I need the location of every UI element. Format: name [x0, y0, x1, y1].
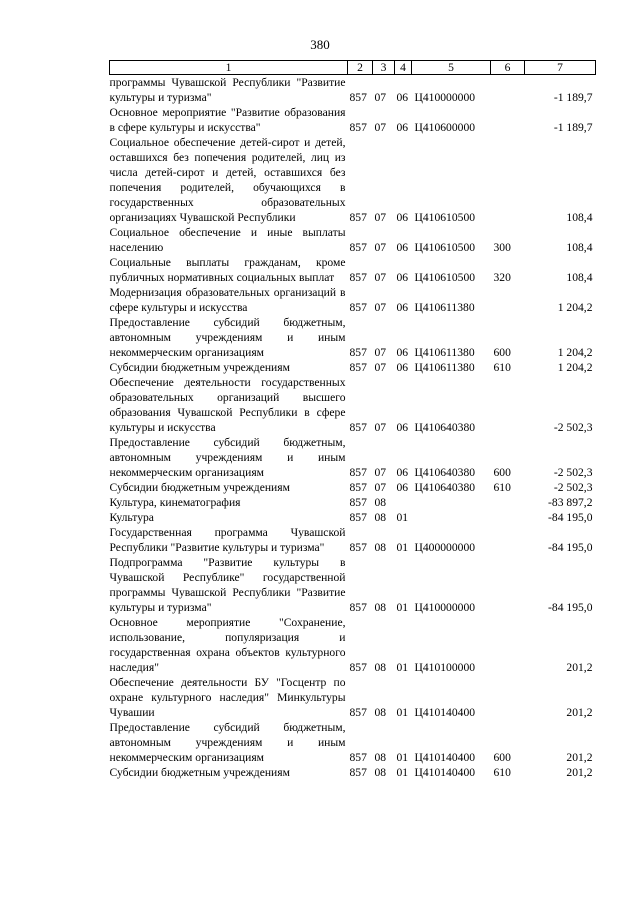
cell-code-section: 08	[374, 751, 387, 764]
cell-item-name: Субсидии бюджетным учреждениям	[109, 481, 290, 494]
column-header-3: 3	[373, 61, 395, 75]
cell-item-name: Культура	[109, 511, 154, 524]
cell-code-target: Ц410140400	[414, 706, 476, 719]
cell-code-subsection: 06	[396, 481, 409, 494]
cell-code-ministry: 857	[349, 421, 367, 434]
cell-code-subsection: 06	[396, 466, 409, 479]
cell-item-name: Социальное обеспечение детей-сирот и детей, оставшихся без попечения родителей, лиц из числа детей-сирот и детей, оставшихся без попечения родителей, обучающихся в государственных образовательных организациях Чувашской Республики	[109, 136, 346, 224]
cell-code-section: 08	[374, 541, 387, 554]
cell-code-subsection: 01	[396, 706, 409, 719]
cell-code-ministry: 857	[349, 361, 367, 374]
cell-code-ministry: 857	[349, 601, 367, 614]
table-row	[110, 435, 596, 480]
table-row	[110, 135, 596, 225]
table-row	[110, 375, 596, 435]
cell-code-target: Ц410611380	[414, 346, 475, 359]
cell-amount: 201,2	[566, 766, 593, 779]
cell-code-section: 08	[374, 601, 387, 614]
cell-code-subsection: 06	[396, 301, 409, 314]
cell-item-name: Субсидии бюджетным учреждениям	[109, 361, 290, 374]
cell-code-ministry: 857	[349, 121, 367, 134]
cell-code-ministry: 857	[349, 661, 367, 674]
column-header-row	[110, 61, 596, 75]
cell-code-section: 07	[374, 271, 387, 284]
cell-code-subsection: 01	[396, 766, 409, 779]
cell-amount: -84 195,0	[548, 541, 593, 554]
cell-code-subsection	[395, 495, 412, 510]
table-body	[110, 75, 596, 781]
cell-code-target: Ц410640380	[414, 421, 476, 434]
cell-code-section: 07	[374, 481, 387, 494]
cell-amount: 1 204,2	[557, 301, 593, 314]
cell-code-subsection: 06	[396, 91, 409, 104]
cell-code-section: 07	[374, 421, 387, 434]
cell-code-section: 07	[374, 91, 387, 104]
cell-code-target: Ц410611380	[414, 361, 475, 374]
cell-code-subsection: 06	[396, 421, 409, 434]
cell-amount: 108,4	[566, 271, 593, 284]
cell-item-name: Обеспечение деятельности БУ "Госцентр по охране культурного наследия" Минкультуры Чувашии	[109, 676, 346, 719]
cell-amount: -1 189,7	[553, 121, 593, 134]
cell-item-name: Подпрограмма "Развитие культуры в Чувашской Республике" государственной программы Чувашской Республики "Развитие культуры и туризма"	[109, 556, 346, 614]
cell-code-ministry: 857	[349, 511, 367, 524]
cell-code-target: Ц410000000	[414, 91, 476, 104]
cell-code-target: Ц410140400	[414, 766, 476, 779]
cell-code-subsection: 01	[396, 661, 409, 674]
cell-code-section: 07	[374, 241, 387, 254]
cell-code-target: Ц410140400	[414, 751, 476, 764]
cell-code-section: 07	[374, 361, 387, 374]
table-row	[110, 315, 596, 360]
cell-code-subsection: 06	[396, 211, 409, 224]
page-number: 380	[310, 37, 330, 52]
cell-code-target: Ц400000000	[414, 541, 476, 554]
cell-amount: -83 897,2	[548, 496, 593, 509]
cell-code-expense-type	[491, 675, 525, 720]
cell-amount: -2 502,3	[553, 481, 593, 494]
cell-code-section: 07	[374, 211, 387, 224]
cell-item-name: Социальные выплаты гражданам, кроме публичных нормативных социальных выплат	[109, 256, 346, 284]
cell-code-section: 08	[374, 706, 387, 719]
cell-item-name: Государственная программа Чувашской Республики "Развитие культуры и туризма"	[109, 526, 346, 554]
cell-amount: 201,2	[566, 706, 593, 719]
cell-code-expense-type	[491, 510, 525, 525]
table-row	[110, 105, 596, 135]
table-row	[110, 480, 596, 495]
cell-code-expense-type	[491, 285, 525, 315]
cell-code-section: 08	[374, 496, 387, 509]
cell-amount: 108,4	[566, 241, 593, 254]
cell-code-target: Ц410100000	[414, 661, 476, 674]
table-row	[110, 510, 596, 525]
column-header-6: 6	[491, 61, 525, 75]
cell-item-name: Социальное обеспечение и иные выплаты населению	[109, 226, 346, 254]
table-row	[110, 525, 596, 555]
cell-code-target: Ц410000000	[414, 601, 476, 614]
cell-code-subsection: 06	[396, 271, 409, 284]
cell-code-expense-type: 300	[493, 241, 511, 254]
table-row	[110, 555, 596, 615]
cell-code-section: 07	[374, 301, 387, 314]
cell-code-expense-type	[491, 105, 525, 135]
table-row	[110, 495, 596, 510]
cell-code-ministry: 857	[349, 751, 367, 764]
cell-code-ministry: 857	[349, 481, 367, 494]
cell-item-name: Обеспечение деятельности государственных образовательных организаций высшего образования Чувашской Республики в сфере культуры и искусства	[109, 376, 346, 434]
cell-amount: -1 189,7	[553, 91, 593, 104]
cell-code-ministry: 857	[349, 211, 367, 224]
cell-code-ministry: 857	[349, 301, 367, 314]
table-row	[110, 720, 596, 765]
cell-code-subsection: 01	[396, 601, 409, 614]
table-row	[110, 675, 596, 720]
cell-amount: 1 204,2	[557, 346, 593, 359]
cell-code-ministry: 857	[349, 466, 367, 479]
cell-code-subsection: 01	[396, 511, 409, 524]
table-row	[110, 615, 596, 675]
cell-code-subsection: 06	[396, 121, 409, 134]
cell-code-expense-type	[491, 135, 525, 225]
cell-code-expense-type	[491, 615, 525, 675]
cell-item-name: Основное мероприятие "Сохранение, использование, популяризация и государственная охрана объектов культурного наследия"	[109, 616, 346, 674]
column-header-1: 1	[110, 61, 348, 75]
table-row	[110, 225, 596, 255]
cell-item-name: Предоставление субсидий бюджетным, автономным учреждениям и иным некоммерческим организациям	[109, 436, 346, 479]
cell-code-target: Ц410640380	[414, 466, 476, 479]
cell-item-name: Предоставление субсидий бюджетным, автономным учреждениям и иным некоммерческим организациям	[109, 316, 346, 359]
cell-code-expense-type: 610	[493, 481, 511, 494]
cell-amount: -84 195,0	[548, 511, 593, 524]
cell-code-ministry: 857	[349, 706, 367, 719]
cell-item-name: Предоставление субсидий бюджетным, автономным учреждениям и иным некоммерческим организациям	[109, 721, 346, 764]
cell-code-expense-type	[491, 555, 525, 615]
cell-amount: 1 204,2	[557, 361, 593, 374]
table-row	[110, 360, 596, 375]
cell-code-expense-type: 610	[493, 766, 511, 779]
cell-code-expense-type	[491, 495, 525, 510]
cell-code-target: Ц410610500	[414, 241, 476, 254]
table-row	[110, 75, 596, 106]
cell-code-target	[412, 495, 491, 510]
cell-code-section: 08	[374, 661, 387, 674]
cell-item-name: Модернизация образовательных организаций в сфере культуры и искусства	[109, 286, 346, 314]
cell-code-ministry: 857	[349, 271, 367, 284]
cell-code-section: 08	[374, 511, 387, 524]
cell-code-subsection: 06	[396, 241, 409, 254]
column-header-4: 4	[395, 61, 412, 75]
cell-item-name: программы Чувашской Республики "Развитие культуры и туризма"	[109, 76, 346, 104]
cell-code-expense-type: 320	[493, 271, 511, 284]
cell-code-subsection: 06	[396, 346, 409, 359]
cell-code-ministry: 857	[349, 346, 367, 359]
cell-amount: -84 195,0	[548, 601, 593, 614]
column-header-7: 7	[525, 61, 596, 75]
cell-item-name: Основное мероприятие "Развитие образования в сфере культуры и искусства"	[109, 106, 346, 134]
cell-code-section: 07	[374, 346, 387, 359]
cell-amount: 201,2	[566, 661, 593, 674]
cell-code-expense-type: 600	[493, 751, 511, 764]
cell-code-subsection: 01	[396, 541, 409, 554]
cell-code-expense-type	[491, 525, 525, 555]
cell-item-name: Субсидии бюджетным учреждениям	[109, 766, 290, 779]
cell-code-ministry: 857	[349, 541, 367, 554]
cell-code-ministry: 857	[349, 766, 367, 779]
cell-code-expense-type: 600	[493, 466, 511, 479]
table-row	[110, 285, 596, 315]
budget-table	[109, 60, 596, 780]
cell-code-target	[412, 510, 491, 525]
column-header-2: 2	[348, 61, 373, 75]
table-row	[110, 765, 596, 780]
cell-code-section: 07	[374, 121, 387, 134]
cell-code-expense-type	[491, 75, 525, 106]
cell-amount: -2 502,3	[553, 466, 593, 479]
cell-code-target: Ц410610500	[414, 271, 476, 284]
cell-code-target: Ц410640380	[414, 481, 476, 494]
cell-code-expense-type: 600	[493, 346, 511, 359]
cell-code-section: 07	[374, 466, 387, 479]
cell-code-subsection: 06	[396, 361, 409, 374]
cell-code-ministry: 857	[349, 496, 367, 509]
cell-item-name: Культура, кинематография	[109, 496, 241, 509]
cell-amount: 108,4	[566, 211, 593, 224]
cell-code-section: 08	[374, 766, 387, 779]
cell-code-expense-type: 610	[493, 361, 511, 374]
column-header-5: 5	[412, 61, 491, 75]
cell-code-target: Ц410600000	[414, 121, 476, 134]
cell-code-ministry: 857	[349, 91, 367, 104]
cell-code-expense-type	[491, 375, 525, 435]
cell-code-target: Ц410611380	[414, 301, 475, 314]
cell-amount: -2 502,3	[553, 421, 593, 434]
table-row	[110, 255, 596, 285]
cell-code-subsection: 01	[396, 751, 409, 764]
cell-code-target: Ц410610500	[414, 211, 476, 224]
cell-amount: 201,2	[566, 751, 593, 764]
cell-code-ministry: 857	[349, 241, 367, 254]
